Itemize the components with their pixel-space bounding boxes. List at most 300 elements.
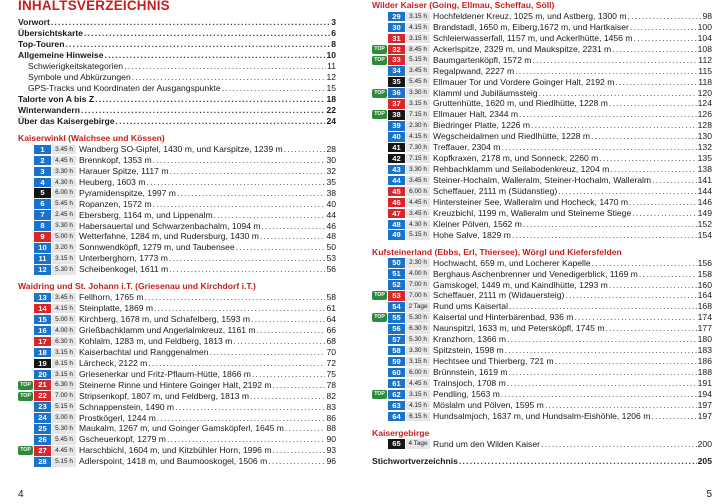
route-label: Klamml und Jubiläumssteig <box>433 87 538 98</box>
route-number: 41 <box>388 143 405 153</box>
toc-entry[interactable] <box>18 116 336 127</box>
route-duration: 3.15 h <box>52 348 76 358</box>
route-label: Spitzstein, 1598 m <box>433 345 504 356</box>
top-badge-placeholder <box>372 132 387 141</box>
top-badge-placeholder <box>18 189 33 198</box>
route-entry[interactable] <box>372 345 712 356</box>
top-badge-placeholder <box>18 167 33 176</box>
stichwort-page: 205 <box>697 455 712 466</box>
route-label: Steiner-Hochalm, Walleralm, Steiner-Hochalm, Walleralm <box>433 175 652 186</box>
route-number: 25 <box>34 424 51 434</box>
route-label: Scheffauer, 2111 m (Widauersteig) <box>433 290 565 301</box>
top-badge: TOP <box>18 381 33 390</box>
route-number: 5 <box>34 188 51 198</box>
route-entry[interactable] <box>18 456 336 467</box>
route-label: Ropanzen, 1572 m <box>79 198 152 209</box>
route-label: Wandberg SO-Gipfel, 1430 m, und Karspitze, 1239 m <box>79 144 283 154</box>
toc-entry[interactable] <box>18 50 336 61</box>
leader-dots <box>509 301 697 312</box>
top-badge-placeholder <box>18 304 33 313</box>
route-entry[interactable] <box>18 177 336 188</box>
route-number: 12 <box>34 265 51 275</box>
top-badge-placeholder <box>18 243 33 252</box>
top-badge-placeholder <box>18 211 33 220</box>
route-entry[interactable] <box>18 434 336 445</box>
leader-dots <box>509 367 697 378</box>
route-label: Kohlalm, 1283 m, und Feldberg, 1813 m <box>79 336 233 346</box>
route-entry[interactable] <box>372 312 712 323</box>
leader-dots <box>236 242 326 253</box>
route-duration: 8.45 h <box>406 45 430 55</box>
leader-dots <box>257 325 326 336</box>
route-duration: 5.45 h <box>406 77 430 87</box>
route-entry[interactable] <box>372 356 712 367</box>
route-label: Naunspitzl, 1633 m, und Petersköpfl, 1745 m <box>433 323 605 334</box>
route-label: Gscheuerkopf, 1279 m <box>79 434 166 445</box>
route-entry[interactable] <box>372 142 712 153</box>
route-label: Kranzhorn, 1366 m <box>433 334 507 345</box>
route-duration: 7.15 h <box>406 110 430 120</box>
route-label: Hintersteiner See, Walleralm und Hocheck, 1470 m <box>433 196 629 207</box>
top-badge-placeholder <box>372 368 387 377</box>
leader-dots <box>262 221 326 232</box>
route-label: Rund um den Wilden Kaiser <box>433 438 540 449</box>
route-entry[interactable] <box>18 380 336 391</box>
route-entry[interactable] <box>372 439 712 450</box>
route-page: 70 <box>326 346 336 357</box>
top-badge-placeholder <box>18 265 33 274</box>
toc-entry[interactable] <box>18 39 336 50</box>
route-entry[interactable] <box>372 153 712 164</box>
route-label: Hundsalmjoch, 1637 m, und Hundsalm-Eishöhle, 1206 m <box>433 410 651 421</box>
route-duration: 3.30 h <box>406 165 430 175</box>
route-label: Prostkögerl, 1244 m <box>79 412 156 423</box>
route-number: 10 <box>34 243 51 253</box>
route-number: 9 <box>34 232 51 242</box>
route-entry[interactable] <box>18 358 336 369</box>
route-entry[interactable] <box>372 22 712 33</box>
top-badge-placeholder <box>372 23 387 32</box>
top-badge-placeholder <box>18 326 33 335</box>
route-page: 164 <box>697 290 712 301</box>
route-number: 4 <box>34 178 51 188</box>
route-entry[interactable] <box>18 242 336 253</box>
top-badge-placeholder <box>18 200 33 209</box>
route-page: 98 <box>702 11 712 21</box>
route-entry[interactable] <box>18 221 336 232</box>
route-page: 86 <box>326 412 336 423</box>
leader-dots <box>632 208 696 219</box>
leader-dots <box>545 400 697 411</box>
section-heading: Kaisergebirge <box>372 427 430 438</box>
route-entry[interactable] <box>372 186 712 197</box>
toc-page: 18 <box>326 94 336 104</box>
route-number: 60 <box>388 368 405 378</box>
toc-entry[interactable] <box>18 28 336 39</box>
route-entry[interactable] <box>372 291 712 302</box>
route-duration: 3.30 h <box>406 88 430 98</box>
route-page: 58 <box>326 292 336 303</box>
route-entry[interactable] <box>372 44 712 55</box>
route-entry[interactable] <box>372 269 712 280</box>
toc-page: 12 <box>326 72 336 82</box>
top-badge: TOP <box>372 56 387 65</box>
route-page: 72 <box>326 357 336 368</box>
route-entry[interactable] <box>372 208 712 219</box>
route-number: 16 <box>34 326 51 336</box>
route-page: 180 <box>697 334 712 345</box>
route-label: Adlerspoint, 1418 m, und Baumooskogel, 1506 m <box>79 456 268 467</box>
toc-entry[interactable] <box>18 83 336 94</box>
route-number: 42 <box>388 154 405 164</box>
route-entry[interactable] <box>372 378 712 389</box>
top-badge-placeholder <box>372 324 387 333</box>
route-entry[interactable] <box>372 109 712 120</box>
route-entry[interactable] <box>372 367 712 378</box>
route-page: 83 <box>326 401 336 412</box>
leader-dots <box>273 445 326 456</box>
route-number: 64 <box>388 412 405 422</box>
leader-dots <box>105 50 326 61</box>
route-duration: 6.00 h <box>52 188 76 198</box>
route-entry[interactable] <box>372 258 712 269</box>
route-label: Rehbachklamm und Seilabodenkreuz, 1204 m <box>433 164 610 175</box>
top-badge-placeholder <box>372 220 387 229</box>
route-label: Fellhorn, 1765 m <box>79 292 144 303</box>
leader-dots <box>599 153 696 164</box>
top-badge-placeholder <box>372 412 387 421</box>
route-page: 191 <box>697 378 712 388</box>
route-duration: 2.45 h <box>52 210 76 220</box>
route-label: Baumgartenköpfl, 1572 m <box>433 54 532 65</box>
route-label: Heuberg, 1603 m <box>79 176 146 187</box>
route-label: Kaiserbachtal und Ranggenalmen <box>79 346 209 357</box>
route-number: 46 <box>388 198 405 208</box>
route-entry[interactable] <box>18 303 336 314</box>
route-entry[interactable] <box>372 323 712 334</box>
top-badge-placeholder <box>372 440 387 449</box>
route-label: Grießbachklamm und Angerlalmkreuz, 1161 m <box>79 325 256 336</box>
leader-dots <box>515 66 697 77</box>
leader-dots <box>541 439 697 450</box>
route-page: 158 <box>697 268 712 279</box>
route-page: 156 <box>697 257 712 268</box>
route-entry[interactable] <box>372 334 712 345</box>
route-entry[interactable] <box>18 188 336 199</box>
leader-dots <box>145 292 326 303</box>
route-entry[interactable] <box>372 88 712 99</box>
route-label: Ackerlspitze, 2329 m, und Maukspitze, 2231 m <box>433 43 612 54</box>
top-badge: TOP <box>372 45 387 54</box>
route-number: 31 <box>388 34 405 44</box>
leader-dots <box>222 83 326 94</box>
top-badge-placeholder <box>18 145 33 154</box>
route-page: 160 <box>697 279 712 290</box>
route-page: 149 <box>697 207 712 218</box>
route-entry[interactable] <box>18 166 336 177</box>
route-duration: 6.15 h <box>406 412 430 422</box>
leader-dots <box>574 312 696 323</box>
route-entry[interactable] <box>372 99 712 110</box>
route-label: Hochwacht, 659 m, und Locherer Kapelle <box>433 257 591 268</box>
leader-dots <box>507 378 697 389</box>
route-entry[interactable] <box>18 391 336 402</box>
leader-dots <box>629 197 697 208</box>
route-label: Lärcheck, 2122 m <box>79 357 148 368</box>
route-duration: 6.30 h <box>52 337 76 347</box>
route-page: 96 <box>326 456 336 467</box>
route-duration: 2.30 h <box>406 258 430 268</box>
route-entry[interactable] <box>372 400 712 411</box>
route-page: 30 <box>326 154 336 165</box>
left-route-sections <box>18 133 336 467</box>
route-entry[interactable] <box>372 120 712 131</box>
route-entry[interactable] <box>18 253 336 264</box>
route-page: 124 <box>697 98 712 109</box>
left-column <box>18 0 336 467</box>
stichwort-entry[interactable] <box>372 456 712 467</box>
route-entry[interactable] <box>18 413 336 424</box>
route-number: 29 <box>388 12 405 22</box>
route-duration: 6.30 h <box>52 380 76 390</box>
route-page: 78 <box>326 379 336 390</box>
route-duration: 4.00 h <box>52 326 76 336</box>
right-route-sections <box>372 0 712 450</box>
route-label: Hechtsee und Thierberg, 721 m <box>433 356 554 367</box>
route-number: 6 <box>34 199 51 209</box>
top-badge: TOP <box>18 392 33 401</box>
leader-dots <box>252 369 325 380</box>
top-badge-placeholder <box>372 176 387 185</box>
route-label: Schnappenstein, 1490 m <box>79 401 175 412</box>
route-duration: 4.15 h <box>406 132 430 142</box>
leader-dots <box>153 155 326 166</box>
route-number: 28 <box>34 457 51 467</box>
route-entry[interactable] <box>372 33 712 44</box>
route-page: 120 <box>697 87 712 98</box>
route-entry[interactable] <box>18 325 336 336</box>
route-entry[interactable] <box>372 389 712 400</box>
route-number: 61 <box>388 379 405 389</box>
route-number: 27 <box>34 446 51 456</box>
route-number: 37 <box>388 99 405 109</box>
route-entry[interactable] <box>372 164 712 175</box>
route-number: 50 <box>388 258 405 268</box>
route-entry[interactable] <box>372 11 712 22</box>
toc-label: Über das Kaisergebirge <box>18 116 115 126</box>
route-entry[interactable] <box>372 219 712 230</box>
route-page: 38 <box>326 187 336 198</box>
route-number: 22 <box>34 391 51 401</box>
top-badge-placeholder <box>372 270 387 279</box>
route-label: Hochfeldener Kreuz, 1025 m, und Astberg, 1300 m <box>433 11 627 21</box>
route-number: 23 <box>34 402 51 412</box>
route-duration: 3.15 h <box>52 254 76 264</box>
route-page: 130 <box>697 131 712 142</box>
route-entry[interactable] <box>18 369 336 380</box>
route-page: 200 <box>697 438 712 449</box>
route-entry[interactable] <box>18 424 336 435</box>
route-entry[interactable] <box>18 144 336 155</box>
leader-dots <box>609 99 697 110</box>
route-entry[interactable] <box>18 232 336 243</box>
route-label: Möslalm und Pölven, 1595 m <box>433 399 544 410</box>
route-number: 8 <box>34 221 51 231</box>
route-entry[interactable] <box>18 210 336 221</box>
route-label: Pyramidenspitze, 1997 m <box>79 187 176 198</box>
route-page: 126 <box>697 109 712 120</box>
toc-page: 22 <box>326 105 336 115</box>
route-duration: 3.45 h <box>406 209 430 219</box>
route-duration: 4.45 h <box>52 156 76 166</box>
route-entry[interactable] <box>18 155 336 166</box>
route-number: 47 <box>388 209 405 219</box>
route-label: Kopfkraxen, 2178 m, und Sonneck, 2260 m <box>433 153 599 164</box>
leader-dots <box>157 413 326 424</box>
route-entry[interactable] <box>18 199 336 210</box>
route-duration: 3.45 h <box>52 293 76 303</box>
route-duration: 5.30 h <box>52 424 76 434</box>
route-duration: 4.30 h <box>52 178 76 188</box>
route-page: 115 <box>698 65 712 76</box>
route-entry[interactable] <box>372 301 712 312</box>
top-badge-placeholder <box>18 222 33 231</box>
route-duration: 7.00 h <box>406 280 430 290</box>
route-entry[interactable] <box>18 347 336 358</box>
top-badge-placeholder <box>18 337 33 346</box>
route-number: 3 <box>34 167 51 177</box>
leader-dots <box>532 55 697 66</box>
route-entry[interactable] <box>18 264 336 275</box>
route-duration: 3.15 h <box>406 390 430 400</box>
top-badge-placeholder <box>18 156 33 165</box>
route-number: 39 <box>388 121 405 131</box>
leader-dots <box>555 356 697 367</box>
page-number-right: 5 <box>706 489 712 500</box>
route-entry[interactable] <box>372 230 712 241</box>
route-number: 40 <box>388 132 405 142</box>
route-entry[interactable] <box>372 411 712 422</box>
route-duration: 2 Tage <box>406 302 430 312</box>
toc-label: Symbole und Abkürzungen <box>28 72 131 82</box>
route-entry[interactable] <box>372 77 712 88</box>
route-number: 54 <box>388 302 405 312</box>
route-page: 40 <box>326 198 336 209</box>
leader-dots <box>610 164 696 175</box>
route-duration: 5.00 h <box>52 315 76 325</box>
route-page: 141 <box>697 175 712 186</box>
leader-dots <box>146 177 325 188</box>
route-entry[interactable] <box>372 55 712 66</box>
route-label: Berghaus Aschenbrenner und Venedigerblick, 1169 m <box>433 268 638 279</box>
route-page: 194 <box>697 388 712 399</box>
route-label: Steinerne Rinne und Hintere Goinger Halt, 2192 m <box>79 379 272 390</box>
route-page: 138 <box>697 164 712 175</box>
leader-dots <box>250 391 325 402</box>
route-entry[interactable] <box>372 197 712 208</box>
route-entry[interactable] <box>18 445 336 456</box>
route-duration: 2.30 h <box>406 121 430 131</box>
toc-entry[interactable] <box>18 105 336 116</box>
route-label: Brandstadl, 1650 m, Eiberg,1672 m, und Hartkaiser <box>433 21 629 32</box>
route-number: 45 <box>388 187 405 197</box>
route-entry[interactable] <box>372 131 712 142</box>
route-label: Brennkopf, 1353 m <box>79 154 152 165</box>
route-number: 63 <box>388 401 405 411</box>
route-page: 154 <box>697 229 712 240</box>
toc-entry[interactable] <box>18 61 336 72</box>
toc-entry[interactable] <box>18 72 336 83</box>
leader-dots <box>132 72 326 83</box>
route-duration: 5.15 h <box>406 55 430 65</box>
route-duration: 4.00 h <box>406 269 430 279</box>
top-badge-placeholder <box>372 99 387 108</box>
route-entry[interactable] <box>372 280 712 291</box>
route-duration: 4.15 h <box>52 304 76 314</box>
toc-entry[interactable] <box>18 94 336 105</box>
route-entry[interactable] <box>372 175 712 186</box>
route-number: 32 <box>388 45 405 55</box>
leader-dots <box>634 33 697 44</box>
leader-dots <box>284 144 326 155</box>
top-badge-placeholder <box>18 348 33 357</box>
route-page: 44 <box>326 209 336 220</box>
toc-entry[interactable] <box>18 17 336 28</box>
leader-dots <box>169 166 325 177</box>
route-duration: 3.00 h <box>52 413 76 423</box>
top-badge-placeholder <box>18 359 33 368</box>
top-badge-placeholder <box>372 335 387 344</box>
route-number: 59 <box>388 357 405 367</box>
route-label: Rund ums Kaisertal <box>433 301 508 312</box>
route-label: Stripsenkopf, 1807 m, und Feldberg, 1813 m <box>79 390 250 401</box>
route-page: 197 <box>697 399 712 410</box>
route-duration: 4.45 h <box>52 446 76 456</box>
route-label: Wegscheidalmen und Riedlhütte, 1228 m <box>433 131 591 142</box>
route-duration: 3.30 h <box>52 167 76 177</box>
top-badge-placeholder <box>372 154 387 163</box>
route-number: 34 <box>388 66 405 76</box>
route-label: Hohe Salve, 1829 m <box>433 229 511 240</box>
leader-dots <box>273 380 326 391</box>
route-label: Ellmauer Halt, 2344 m <box>433 109 519 120</box>
route-page: 174 <box>697 312 712 323</box>
toc-page: 11 <box>327 61 336 71</box>
route-page: 28 <box>326 144 336 154</box>
route-duration: 5.00 h <box>52 232 76 242</box>
leader-dots <box>115 116 325 127</box>
route-page: 128 <box>697 120 712 131</box>
route-entry[interactable] <box>18 314 336 325</box>
route-label: Steinplatte, 1869 m <box>79 303 154 314</box>
route-page: 82 <box>326 390 336 401</box>
route-number: 53 <box>388 291 405 301</box>
route-entry[interactable] <box>18 292 336 303</box>
route-entry[interactable] <box>18 402 336 413</box>
leader-dots <box>565 291 696 302</box>
route-duration: 3.20 h <box>52 243 76 253</box>
route-entry[interactable] <box>372 66 712 77</box>
route-number: 15 <box>34 315 51 325</box>
toc-label: Vorwort <box>18 17 50 27</box>
leader-dots <box>558 186 696 197</box>
route-entry[interactable] <box>18 336 336 347</box>
stichwort-label: Stichwortverzeichnis <box>372 455 458 466</box>
route-duration: 5.30 h <box>406 335 430 345</box>
route-duration: 3.30 h <box>406 346 430 356</box>
top-badge: TOP <box>372 110 387 119</box>
leader-dots <box>639 269 697 280</box>
